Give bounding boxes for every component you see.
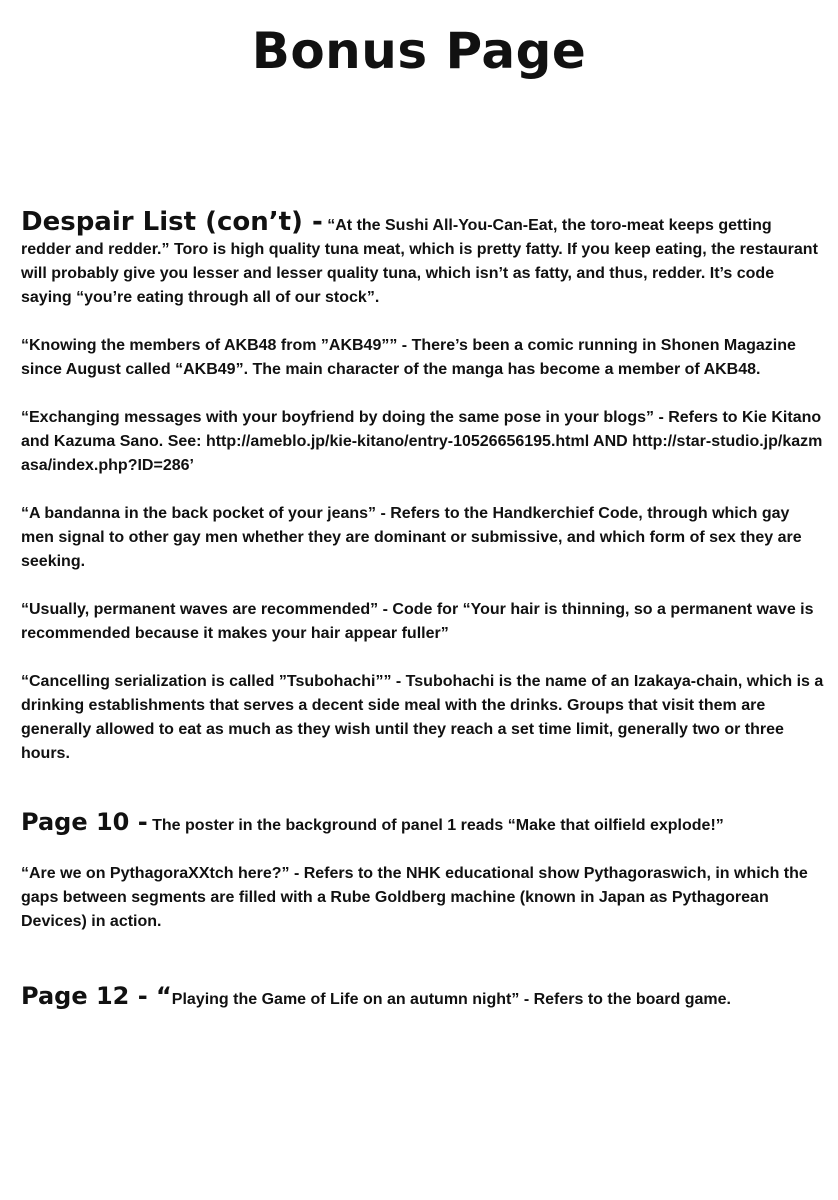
note-toro: “At the Sushi All-You-Can-Eat, the toro-meat keeps getting redder and redder.” Toro is high quality tuna meat, which is pretty fatty. If you keep eating, the restaurant will probably give you lesser and lesser quality tuna, which isn’t as fatty, and thus, redder. It’s code saying “you’re eating through all of our stock”. <box>21 217 818 306</box>
section-heading-page-10: Page 10 - <box>21 808 148 836</box>
note-poster: The poster in the background of panel 1 reads “Make that oilfield explode!” <box>152 817 724 834</box>
notes-body <box>21 208 825 1036</box>
despair-intro-paragraph <box>21 208 825 310</box>
note-blog-pose: “Exchanging messages with your boyfriend by doing the same pose in your blogs” - Refers to Kie Kitano and Kazuma Sano. See: http://ameblo.jp/kie-kitano/entry-10526656195.html AND http://star-studio.jp/kazmasa/index.php?ID=286’ <box>21 409 823 474</box>
section-heading-despair-list: Despair List (con’t) - <box>21 207 323 237</box>
note-tsubohachi: “Cancelling serialization is called ”Tsubohachi”” - Tsubohachi is the name of an Izakaya-chain, which is a drinking establishments that serves a decent side meal with the drinks. Groups that visit them are generally allowed to eat as much as they wish until they reach a set time limit, generally two or three hours. <box>21 673 824 762</box>
page12-paragraph <box>21 982 825 1012</box>
note-game-of-life: Playing the Game of Life on an autumn night” - Refers to the board game. <box>171 991 731 1008</box>
page-title: Bonus Page <box>251 22 587 80</box>
page10-paragraph <box>21 808 825 838</box>
note-permanent-waves: “Usually, permanent waves are recommended” - Code for “Your hair is thinning, so a permanent wave is recommended because it makes your hair appear fuller” <box>21 601 814 642</box>
note-akb49: “Knowing the members of AKB48 from ”AKB49”” - There’s been a comic running in Shonen Magazine since August called “AKB49”. The main character of the manga has become a member of AKB48. <box>21 337 796 378</box>
section-heading-page-12: Page 12 - “ <box>21 982 172 1010</box>
note-bandanna: “A bandanna in the back pocket of your jeans” - Refers to the Handkerchief Code, through which gay men signal to other gay men whether they are dominant or submissive, and which form of sex they are seeking. <box>21 505 802 570</box>
note-pythagora: “Are we on PythagoraXXtch here?” - Refers to the NHK educational show Pythagoraswich, in which the gaps between segments are filled with a Rube Goldberg machine (known in Japan as Pythagorean Devices) in action. <box>21 865 808 930</box>
